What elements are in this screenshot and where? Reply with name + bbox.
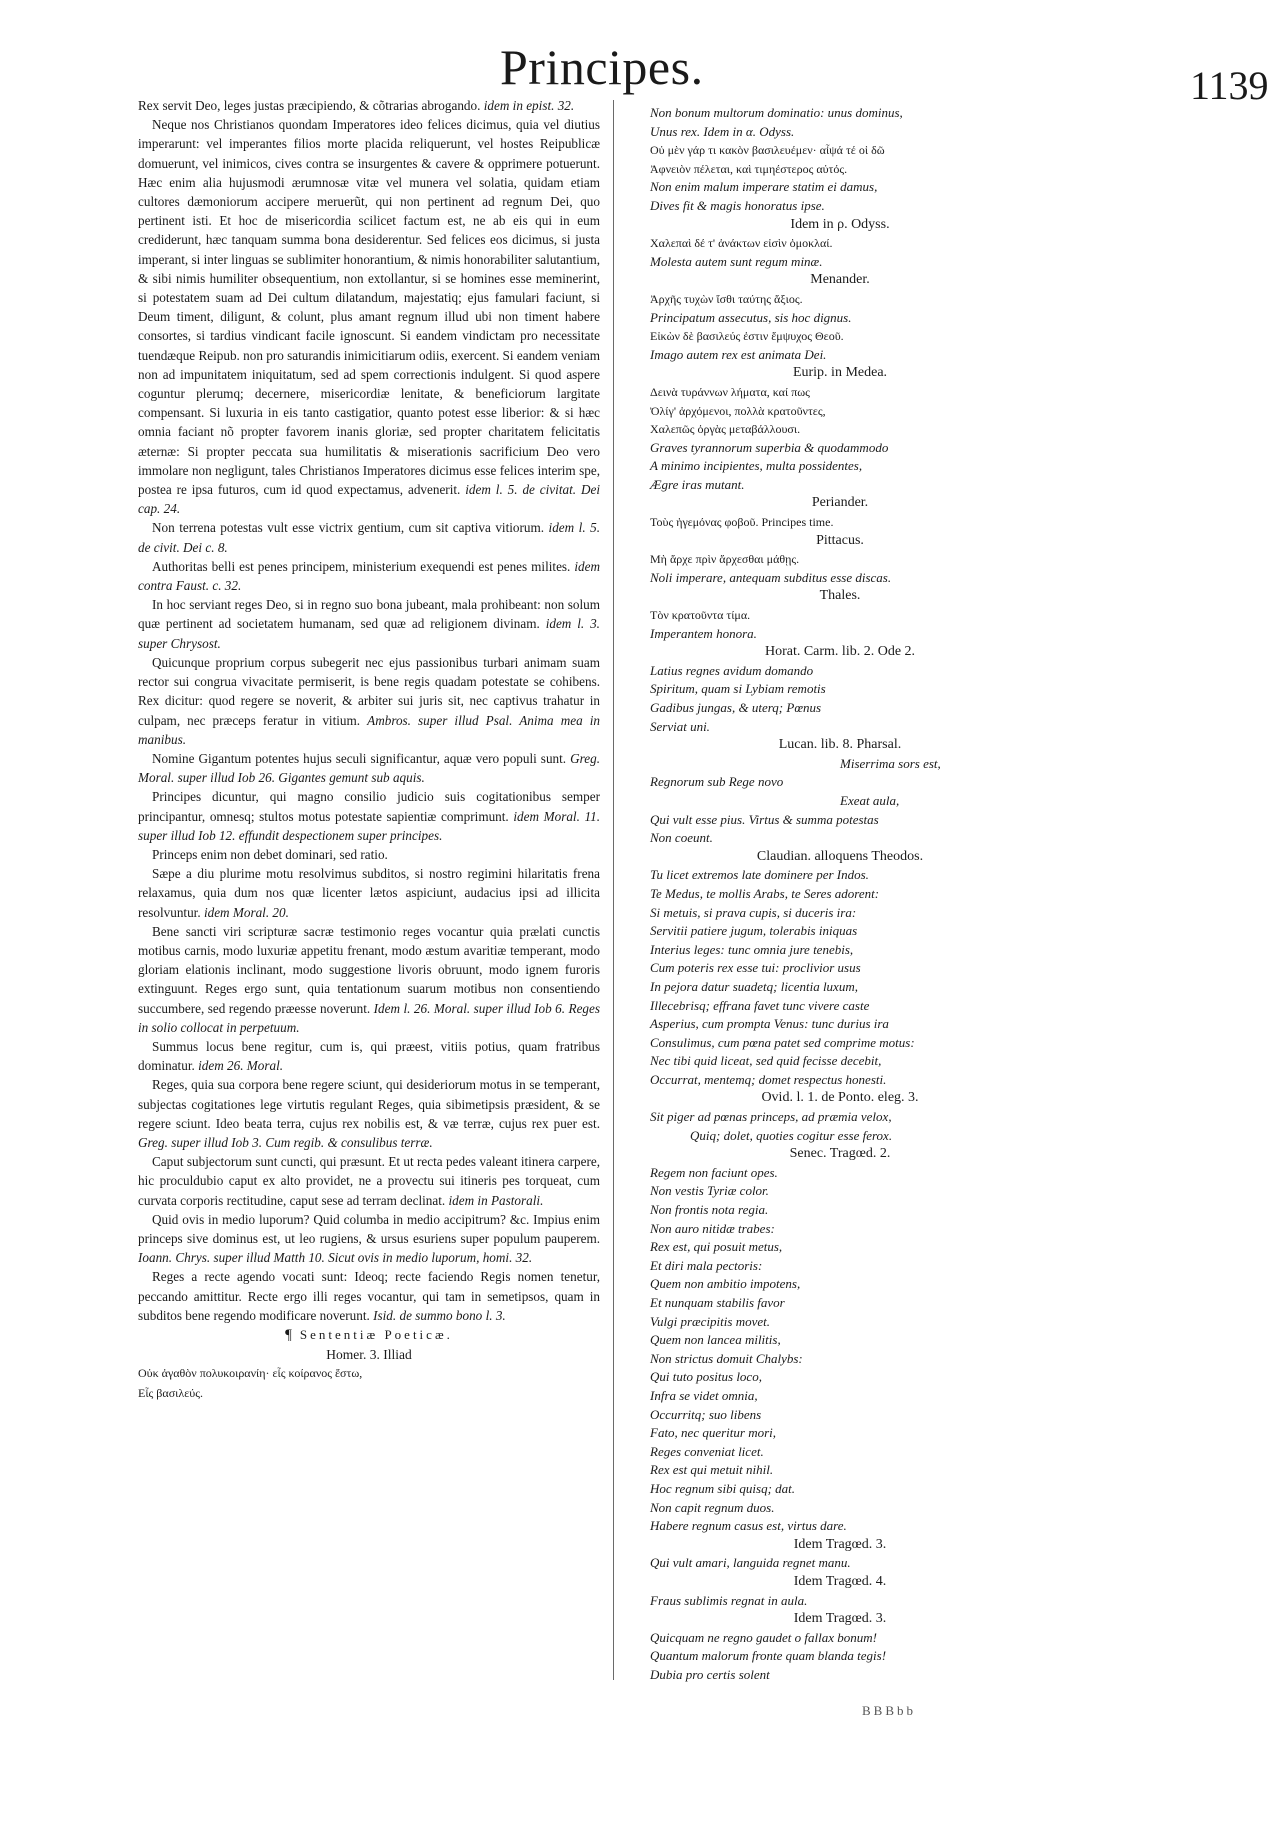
verse-line: Occurrat, mentemq; domet respectus honesti. (650, 1071, 887, 1087)
paragraph (138, 518, 600, 556)
source-heading: Eurip. in Medea. (792, 365, 888, 381)
verse-line: Graves tyrannorum superbia & quodammodo (650, 439, 889, 455)
paragraph-text: Principes dicuntur, qui magno consilio judicio suis cogitationibus semper principantur, omnesq; stultos motus potestate sapientiæ comprimunt. (138, 789, 600, 824)
paragraph (138, 1037, 600, 1075)
verse-line: Unus rex. Idem in α. Odyss. (650, 123, 795, 139)
citation: idem Moral. 11. super illud Iob 12. effundit despectionem super principes. (138, 808, 600, 843)
paragraph-text: Princeps enim non debet dominari, sed ratio. (152, 846, 388, 862)
source-heading: Pittacus. (816, 532, 864, 548)
verse-line: Serviat uni. (650, 718, 710, 734)
verse-line: A minimo incipientes, multa possidentes, (650, 458, 863, 474)
paragraph (138, 864, 600, 922)
verse-line: Servitii patiere jugum, tolerabis iniquas (650, 923, 858, 939)
verse-line: Qui vult amari, languida regnet manu. (650, 1555, 851, 1571)
citation: Ambros. super illud Psal. Anima mea in manibus. (138, 712, 600, 747)
source-heading: Lucan. lib. 8. Pharsal. (778, 737, 902, 753)
source-heading: Idem Tragœd. 4. (793, 1573, 887, 1589)
verse-line: Quem non lancea militis, (650, 1332, 781, 1348)
source-heading: Claudian. alloquens Theodos. (756, 848, 924, 864)
citation: idem 26. Moral. (198, 1058, 284, 1074)
verse-line: Reges conveniat licet. (650, 1443, 764, 1459)
verse-line: Et diri mala pectoris: (650, 1257, 763, 1273)
greek-verse-line: Οὐκ ἀγαθὸν πολυκοιρανίη· εἷς κοίρανος ἔστω, (138, 1366, 363, 1381)
verse-line: Non vestis Tyriæ color. (650, 1183, 769, 1199)
verse-line: Dives fit & magis honoratus ipse. (650, 197, 825, 213)
verse-line: Spiritum, quam si Lybiam remotis (650, 681, 826, 697)
verse-line: Non capit regnum duos. (650, 1499, 775, 1515)
verse-line: Fraus sublimis regnat in aula. (650, 1592, 808, 1608)
source-heading: Idem in ρ. Odyss. (790, 216, 890, 232)
paragraph (138, 115, 600, 518)
signature-mark: BBBbb (862, 1703, 917, 1718)
paragraph (138, 922, 600, 1037)
paragraph-text: Bene sancti viri scripturæ sacræ testimonio reges vocantur quia prælati cunctis motibus carnis, modo luxuriæ appetitu frenant, modo æstum avaritiæ temperant, modo gloriam elationis inclinant, modo suggestione livoris obruunt, modo ignem furoris extinguunt. Reges ergo sunt, quia tentationum suarum motibus non consentiendo succumbere, sed regendo præesse noverunt. (138, 923, 600, 1016)
paragraph-text: Neque nos Christianos quondam Imperatores ideo felices dicimus, quia vel diutius imperarunt: vel imperantes filios morte placida reliquerunt, vel hostes Reipublicæ domuerunt, vel inimicos, cives contra se insurgentes & cavere & opprimere potuerunt. Hæc enim alia hujusmodi ærumnosæ vitæ vel munera vel solatia, quidam etiam cultores dæmoniorum accipere meruerũt, qui non pertinent ad regnum Dei, quo pertinent isti. Et hoc de misericordia scilicet factum est, ne ab eis qui in eum crediderunt, hæc tanquam summa bona desiderentur. Sed felices eos dicimus, si justa imperant, si inter linguas se sublimiter honorantium, & nimis honorabiliter salutantium, & sibi nimis humiliter obsequentium, non extollantur, si se homines esse meminerint, si potestatem suam ad Dei cultum dilatandum, majestatiq; ejus famulari faciunt, si Deum timent, diligunt, & colunt, plus amant regnum illud ubi non timent habere consortes, si tardius vindicant facile ignoscunt. Si eandem vindictam pro necessitate tuendæque Reipub. non pro saturandis inimicitiarum odiis, exercent. Si eandem veniam non ad impunitatem iniquitatum, sed ad spem correctionis indulgent. Si quod aspere coguntur plerumq; decernere, misericordiæ lenitate, & beneficiorum largitate compensant. Si luxuria in eis tanto castigatior, quanto potest esse liberior: & si hæc omnia faciant nõ propter favorem inanis gloriæ, sed propter charitatem felicitatis æternæ: Si propter peccata sua humilitatis & miserationis sacrificium Deo vero immolare non negligunt, tales Christianos Imperatores dicimus esse felices interim spe, postea re ipsa futuros, cum id quod expectamus, advenerit. (138, 117, 600, 498)
verse-line: Rex est qui metuit nihil. (650, 1462, 774, 1478)
verse-line: Cum poteris rex esse tui: proclivior usus (650, 960, 861, 976)
verse-line: Tu licet extremos late dominere per Indos. (650, 867, 869, 883)
paragraph-text: In hoc serviant reges Deo, si in regno suo bona jubeant, mala prohibeant: non solum quæ pertinent ad societatem humanam, sed quæ ad religionem divinam. (138, 597, 600, 632)
source-heading: Thales. (819, 588, 861, 604)
paragraph (138, 787, 600, 845)
paragraph-text: Sæpe a diu plurime motu resolvimus subditos, si nostro regimini hilaritatis frena relaxamus, quia dum nos quæ licenter lætos aspiciunt, audacius ipsi ad illicita resolvuntur. (138, 866, 600, 920)
citation: idem l. 5. de civitat. Dei cap. 24. (138, 482, 600, 517)
verse-line: Non bonum multorum dominatio: unus dominus, (650, 105, 903, 120)
verse-line: Imago autem rex est animata Dei. (650, 346, 827, 362)
verse-line: Regem non faciunt opes. (650, 1164, 778, 1180)
verse-line: Ἀφνειὸν πέλεται, καὶ τιμηέστερος αὐτός. (650, 161, 848, 176)
citation: Isid. de summo bono l. 3. (373, 1307, 506, 1323)
verse-line: Ἀρχῆς τυχὼν ἴσθι ταύτης ἄξιος. (650, 291, 803, 306)
paragraph-text: Rex servit Deo, leges justas præcipiendo, & cõtrarias abrogando. (138, 98, 481, 113)
verse-line: Non auro nitidæ trabes: (650, 1220, 775, 1236)
verse-line: Quiq; dolet, quoties cogitur esse ferox. (690, 1127, 893, 1143)
verse-line: Infra se videt omnia, (650, 1387, 758, 1403)
verse-line: Quantum malorum fronte quam blanda tegis! (650, 1648, 887, 1664)
citation: idem contra Faust. c. 32. (138, 558, 600, 594)
verse-line: Nec tibi quid liceat, sed quid fecisse decebit, (650, 1053, 882, 1069)
paragraph (138, 595, 600, 653)
verse-line: Χαλεπαὶ δέ τ' ἀνάκτων εἰσὶν ὁμοκλαί. (650, 236, 833, 251)
paragraph-text: Quicunque proprium corpus subegerit nec ejus passionibus turbari animam suam rector sui congrua vivacitate permiserit, is bene regis quadam potestate se cohibens. Rex dicitur: quod regere se noverit, & arbiter sui juris sit, nec captivus trahatur in culpam, nec præceps feratur in vitium. (138, 654, 600, 728)
verse-line: Sit piger ad pœnas princeps, ad præmia velox, (650, 1109, 892, 1125)
citation: Greg. super illud Iob 3. Cum regib. & consulibus terræ. (138, 1134, 433, 1150)
citation: Greg. Moral. super illud Iob 26. Gigantes gemunt sub aquis. (138, 750, 601, 786)
verse-line: Latius regnes avidum domando (650, 662, 814, 678)
verse-line: Ὀλίγ' ἀρχόμενοι, πολλὰ κρατοῦντες, (650, 403, 826, 418)
source-heading: Periander. (811, 495, 869, 511)
paragraph (138, 653, 600, 749)
verse-line: Principatum assecutus, sis hoc dignus. (650, 309, 852, 325)
verse-line: Τὸν κρατοῦντα τίμα. (650, 608, 751, 623)
verse-line: Exeat aula, (840, 792, 900, 808)
right-column (650, 104, 1030, 1684)
citation: Ioann. Chrys. super illud Matth 10. Sicut ovis in medio luporum, homi. 32. (138, 1250, 533, 1266)
paragraph (138, 557, 600, 595)
verse-line: Si metuis, si prava cupis, si duceris ira: (650, 904, 857, 920)
verse-line: Quicquam ne regno gaudet o fallax bonum! (650, 1629, 877, 1645)
source-heading: Horat. Carm. lib. 2. Ode 2. (764, 644, 916, 660)
verse-line: Qui tuto positus loco, (650, 1369, 762, 1385)
verse-line: Τοὺς ἡγεμόνας φοβοῦ. Principes time. (650, 515, 834, 530)
section-heading-text: Sententiæ Poeticæ. (299, 1327, 453, 1342)
page-number: 1139 (1190, 63, 1269, 108)
paragraph (138, 845, 600, 864)
verse-line: Hoc regnum sibi quisq; dat. (650, 1480, 796, 1496)
column-divider (613, 100, 614, 1680)
verse-line: Dubia pro certis solent (650, 1666, 770, 1682)
verse-line: Non coeunt. (650, 830, 713, 846)
verse-line: Occurritq; suo libens (650, 1406, 762, 1422)
verse-line: Non frontis nota regia. (650, 1202, 769, 1218)
verse-line: Habere regnum casus est, virtus dare. (650, 1518, 847, 1534)
citation: idem l. 5. de civit. Dei c. 8. (138, 520, 601, 555)
source-heading: Idem Tragœd. 3. (793, 1536, 887, 1552)
verse-line: Molesta autem sunt regum minæ. (650, 253, 823, 269)
verse-line: Et nunquam stabilis favor (650, 1295, 785, 1310)
paragraph (138, 749, 600, 787)
source-heading: Senec. Tragœd. 2. (789, 1146, 891, 1162)
verse-line: Χαλεπῶς ὀργὰς μεταβάλλουσι. (650, 422, 801, 437)
verse-line: Imperantem honora. (650, 625, 757, 641)
verse-line: Rex est, qui posuit metus, (650, 1239, 783, 1255)
verse-line: Illecebrisq; effrana favet tunc vivere caste (650, 997, 870, 1013)
source-heading: Menander. (810, 272, 870, 288)
section-heading (138, 1325, 600, 1345)
verse-line: Fato, nec queritur mori, (650, 1425, 777, 1441)
left-column (138, 96, 600, 1403)
verse-line: Te Medus, te mollis Arabs, te Seres adorent: (650, 885, 880, 901)
verse-line: Οὐ μὲν γάρ τι κακὸν βασιλευέμεν· αἶψά τέ οἱ δῶ (650, 143, 885, 158)
paragraph-text: Non terrena potestas vult esse victrix gentium, cum sit captiva vitiorum. (152, 520, 545, 536)
verse-line: Vulgi præcipitis movet. (650, 1313, 770, 1329)
verse-line: In pejora datur suadetq; licentia luxum, (650, 978, 858, 994)
citation: idem in epist. 32. (483, 98, 575, 113)
verse-line: Gadibus jungas, & uterq; Pœnus (650, 700, 822, 715)
citation: idem l. 3. super Chrysost. (138, 616, 600, 651)
paragraph-text: Summus locus bene regitur, cum is, qui præest, vitiis potius, quam fratribus dominatur. (138, 1038, 600, 1074)
verse-line: Εἰκὼν δὲ βασιλεύς ἐστιν ἔμψυχος Θεοῦ. (650, 329, 844, 344)
paragraph (138, 1210, 600, 1268)
citation: idem in Pastorali. (448, 1192, 544, 1208)
verse-line: Μὴ ἄρχε πρὶν ἄρχεσθαι μάθῃς. (650, 552, 800, 567)
verse-line: Non enim malum imperare statim ei damus, (650, 179, 878, 195)
source-heading: Idem Tragœd. 3. (793, 1611, 887, 1627)
verse-line: Non strictus domuit Chalybs: (650, 1350, 803, 1366)
verse-line: Miserrima sors est, (840, 755, 941, 771)
citation: Idem l. 26. Moral. super illud Iob 6. Reges in solio collocat in perpetuum. (138, 1000, 600, 1035)
verse-line: Δεινὰ τυράννων λήματα, καί πως (650, 384, 810, 399)
source-heading: Ovid. l. 1. de Ponto. eleg. 3. (761, 1090, 919, 1106)
verse-line: Consulimus, cum pœna patet sed comprime motus: (650, 1034, 915, 1050)
paragraph-text: Authoritas belli est penes principem, ministerium exequendi est penes milites. (152, 558, 571, 574)
verse-line: Quem non ambitio impotens, (650, 1276, 801, 1292)
greek-verse-line: Εἷς βασιλεύς. (138, 1385, 203, 1400)
paragraph (138, 1075, 600, 1152)
pilcrow-icon: ¶ (285, 1327, 292, 1343)
paragraph-text: Quid ovis in medio luporum? Quid columba in medio accipitrum? &c. Impius enim princeps sive dominus est, ut leo rugiens, & ursus esuriens super populum pauperem. (138, 1211, 600, 1246)
citation: idem Moral. 20. (203, 904, 289, 920)
paragraph-text: Reges a recte agendo vocati sunt: Ideoq; recte faciendo Regis nomen tenetur, peccando amittitur. Recte ergo illi reges vocantur, qui tam in semetipsos, quam in subditos bene regendo modificare noverunt. (138, 1269, 600, 1323)
paragraph (138, 1267, 600, 1325)
verse-line: Qui vult esse pius. Virtus & summa potestas (650, 811, 879, 827)
verse-line: Regnorum sub Rege novo (650, 774, 784, 790)
poetic-source: Homer. 3. Illiad (326, 1347, 412, 1363)
paragraph-text: Nomine Gigantum potentes hujus seculi significantur, aquæ vero populi sunt. (152, 750, 567, 766)
verse-line: Noli imperare, antequam subditus esse discas. (650, 569, 892, 585)
paragraph-text: Caput subjectorum sunt cuncti, qui præsunt. Et ut recta pedes valeant itinera carpere, hic proculdubio caput ex alto providet, ne a provectu sui itineris pes torqueat, cum curvata corporis rectitudine, caput sese ad terram declinat. (138, 1154, 600, 1208)
verse-line: Interius leges: tunc omnia jure tenebis, (650, 941, 854, 957)
verse-line: Asperius, cum prompta Venus: tunc durius ira (650, 1016, 889, 1032)
verse-line: Ægre iras mutant. (650, 476, 745, 492)
page-title: Principes. (500, 39, 704, 95)
paragraph (138, 96, 600, 115)
paragraph-text: Reges, quia sua corpora bene regere sciunt, qui desideriorum motus in se temperant, subjectas cogitationes lege virtutis regulant Reges, quia sibimetipsis præsident, & se regere sciunt. Ideo beata terra, cujus rex nobilis est, & væ terræ, cujus rex puer est. (138, 1077, 600, 1131)
paragraph (138, 1152, 600, 1210)
